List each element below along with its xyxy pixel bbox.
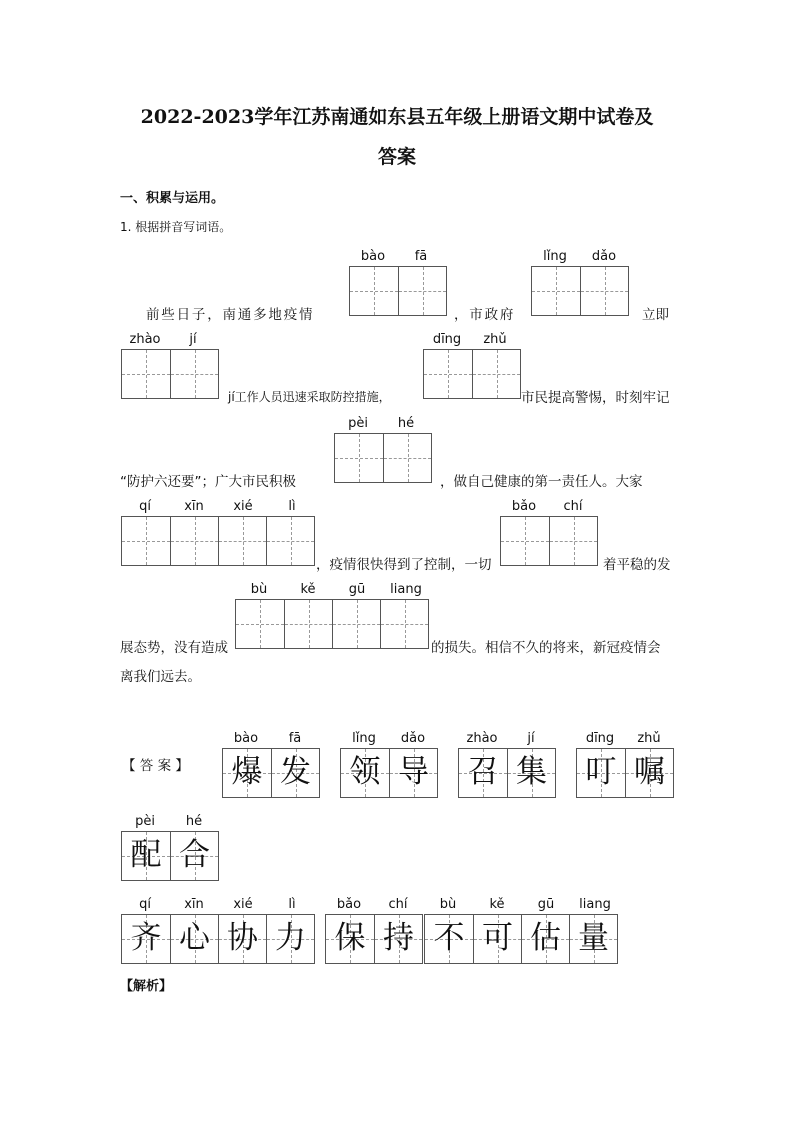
answer-grid-zhaoji (458, 748, 556, 798)
answer-char: 叮 (585, 754, 617, 790)
pinyin: pèi (135, 814, 155, 829)
answer-char: 配 (130, 837, 162, 873)
answer-grid-baochi (325, 914, 423, 964)
pinyin: bǎo (511, 499, 537, 514)
answer-char: 估 (530, 920, 561, 956)
answer-cell (425, 915, 473, 963)
writing-grid-zhaoji[interactable] (121, 349, 219, 399)
writing-cell[interactable] (236, 600, 284, 648)
pinyin: qí (139, 499, 151, 514)
writing-cell[interactable] (580, 267, 628, 315)
pinyin: xié (233, 499, 253, 514)
answer-char: 力 (275, 920, 306, 956)
writing-cell[interactable] (266, 517, 314, 565)
writing-cell[interactable] (398, 267, 446, 315)
writing-cell[interactable] (549, 517, 597, 565)
pinyin: bǎo (336, 897, 362, 912)
answer-char: 齐 (130, 920, 162, 956)
pinyin: gū (537, 897, 555, 912)
writing-cell[interactable] (380, 600, 428, 648)
pinyin: zhào (129, 332, 161, 347)
pinyin: kě (489, 897, 505, 912)
writing-grid-lingdao[interactable] (531, 266, 629, 316)
answer-char: 召 (467, 754, 499, 790)
writing-grid-dingzhu[interactable] (423, 349, 521, 399)
answer-grid-baofa (222, 748, 320, 798)
writing-cell[interactable] (332, 600, 380, 648)
writing-cell[interactable] (170, 517, 218, 565)
answer-cell (122, 832, 170, 880)
section-heading: 一、积累与运用。 (120, 191, 225, 206)
writing-cell[interactable] (350, 267, 398, 315)
answer-cell (459, 749, 507, 797)
answer-cell (625, 749, 673, 797)
pinyin: fā (414, 249, 428, 264)
pinyin: fā (288, 731, 302, 746)
answer-cell (170, 832, 218, 880)
answer-cell (326, 915, 374, 963)
answer-grid-qixinxieli (121, 914, 315, 964)
writing-grid-baochi[interactable] (500, 516, 598, 566)
pinyin: hé (397, 416, 415, 431)
pinyin: lì (288, 897, 296, 912)
writing-cell[interactable] (284, 600, 332, 648)
pinyin: bù (439, 897, 457, 912)
page-title-line2: 答案 (377, 146, 416, 168)
passage-text: jí工作人员迅速采取防控措施， (228, 390, 391, 404)
passage-text: 离我们远去。 (120, 669, 201, 685)
answer-char: 发 (280, 754, 311, 790)
answer-cell (218, 915, 266, 963)
answer-char: 不 (433, 920, 465, 956)
answer-cell (473, 915, 521, 963)
answer-cell (122, 915, 170, 963)
pinyin: dǎo (400, 731, 426, 746)
pinyin: dīng (585, 731, 615, 746)
pinyin: lǐng (352, 731, 376, 746)
pinyin: xīn (184, 499, 204, 514)
question-1: 1. 根据拼音写词语。 (120, 220, 232, 234)
pinyin: bào (233, 731, 259, 746)
writing-cell[interactable] (335, 434, 383, 482)
pinyin: bào (360, 249, 386, 264)
answer-char: 嘱 (634, 754, 665, 790)
pinyin: liang (579, 897, 611, 912)
answer-char: 导 (398, 754, 429, 790)
answer-grid-dingzhu (576, 748, 674, 798)
passage-text: ，市政府 (454, 307, 516, 323)
answer-cell (341, 749, 389, 797)
passage-text: 立即 (642, 307, 669, 323)
passage-text: 着平稳的发 (603, 557, 671, 573)
writing-cell[interactable] (472, 350, 520, 398)
pinyin: chí (388, 897, 408, 912)
answer-char: 持 (383, 920, 414, 956)
passage-text: ，疫情很快得到了控制，一切 (316, 557, 492, 573)
answer-cell (577, 749, 625, 797)
writing-grid-bukeguliang[interactable] (235, 599, 429, 649)
answer-char: 集 (516, 754, 547, 790)
answer-cell (507, 749, 555, 797)
writing-grid-baofa[interactable] (349, 266, 447, 316)
answer-label: 【 答 案 】 (122, 758, 189, 774)
answer-char: 爆 (231, 754, 263, 790)
answer-cell (223, 749, 271, 797)
passage-text: 市民提高警惕，时刻牢记 (521, 390, 670, 406)
passage-text: “防护六还要”；广大市民积极 (120, 474, 296, 490)
answer-grid-peihe (121, 831, 219, 881)
pinyin: xīn (184, 897, 204, 912)
answer-cell (569, 915, 617, 963)
answer-char: 心 (179, 920, 210, 956)
pinyin: dǎo (591, 249, 617, 264)
pinyin: zhǔ (637, 731, 661, 746)
pinyin: xié (233, 897, 253, 912)
answer-grid-bukeguliang (424, 914, 618, 964)
writing-grid-peihe[interactable] (334, 433, 432, 483)
writing-cell[interactable] (122, 517, 170, 565)
pinyin: chí (563, 499, 583, 514)
answer-char: 领 (349, 754, 381, 790)
writing-cell[interactable] (532, 267, 580, 315)
pinyin: dīng (432, 332, 462, 347)
pinyin: liang (390, 582, 422, 597)
writing-cell[interactable] (122, 350, 170, 398)
pinyin: gū (348, 582, 366, 597)
answer-cell (374, 915, 422, 963)
pinyin: jí (189, 332, 197, 347)
answer-cell (271, 749, 319, 797)
passage-text: 展态势，没有造成 (120, 640, 228, 656)
passage-text: 的损失。相信不久的将来，新冠疫情会 (431, 640, 661, 656)
pinyin: hé (185, 814, 203, 829)
analysis-label: 【解析】 (120, 979, 173, 994)
answer-grid-lingdao (340, 748, 438, 798)
writing-cell[interactable] (501, 517, 549, 565)
page-title: 2022-2023学年江苏南通如东县五年级上册语文期中试卷及 (140, 106, 654, 128)
answer-char: 可 (482, 920, 513, 956)
passage-text: ，做自己健康的第一责任人。大家 (440, 474, 643, 490)
answer-char: 协 (227, 920, 258, 956)
pinyin: jí (527, 731, 535, 746)
pinyin: lì (288, 499, 296, 514)
pinyin: zhǔ (483, 332, 507, 347)
pinyin: pèi (348, 416, 368, 431)
answer-char: 保 (334, 920, 366, 956)
answer-cell (266, 915, 314, 963)
answer-char: 合 (179, 837, 210, 873)
writing-cell[interactable] (424, 350, 472, 398)
pinyin: zhào (466, 731, 498, 746)
pinyin: lǐng (543, 249, 567, 264)
answer-char: 量 (578, 920, 609, 956)
pinyin: bù (250, 582, 268, 597)
answer-cell (389, 749, 437, 797)
passage-text: 前些日子，南通多地疫情 (146, 307, 315, 323)
writing-cell[interactable] (218, 517, 266, 565)
pinyin: qí (139, 897, 151, 912)
writing-cell[interactable] (383, 434, 431, 482)
writing-cell[interactable] (170, 350, 218, 398)
writing-grid-qixinxieli[interactable] (121, 516, 315, 566)
answer-cell (521, 915, 569, 963)
answer-cell (170, 915, 218, 963)
pinyin: kě (300, 582, 316, 597)
